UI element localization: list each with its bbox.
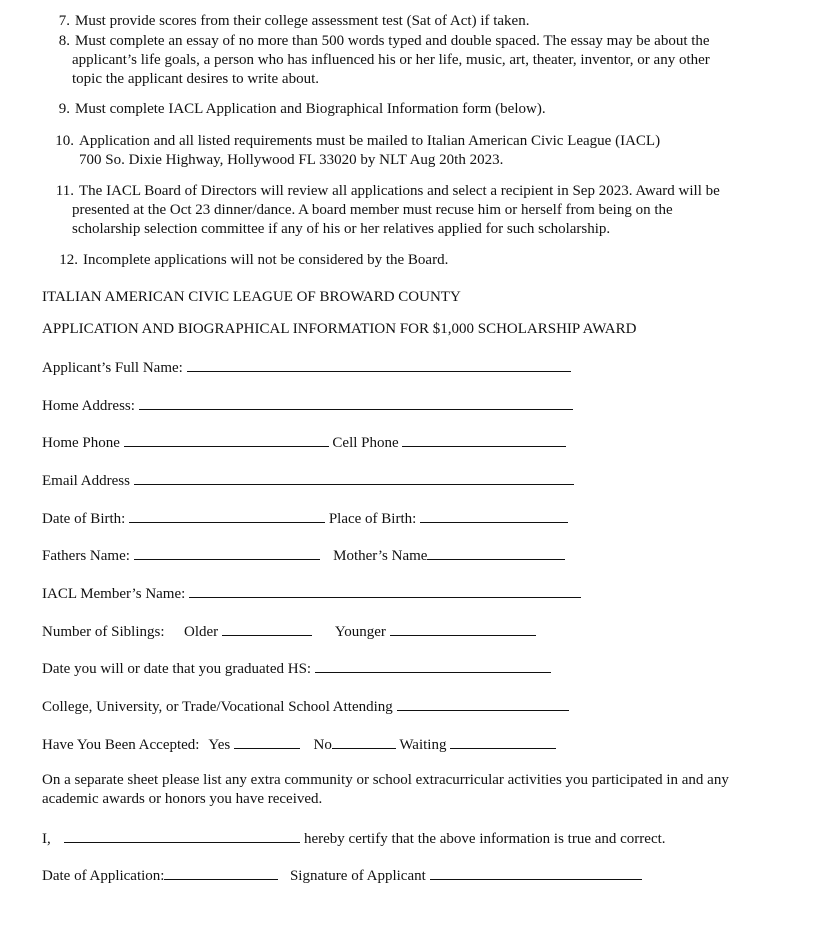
date-of-application-label: Date of Application: — [42, 868, 165, 884]
mother-label: Mother’s Name — [333, 548, 428, 564]
full-name-field[interactable] — [187, 357, 571, 372]
graduated-row — [42, 658, 551, 679]
accepted-row — [42, 734, 556, 755]
requirement-text-line: Application and all listed requirements must be mailed to Italian American Civic League (IACL) — [79, 133, 661, 149]
home-address-field[interactable] — [139, 395, 573, 410]
requirement-text-line: topic the applicant desires to write about. — [72, 71, 320, 87]
dob-label: Date of Birth: — [42, 511, 126, 527]
requirement-text-line: Must complete an essay of no more than 500 words typed and double spaced. The essay may be about the — [75, 33, 710, 49]
requirement-text: Must provide scores from their college assessment test (Sat of Act) if taken. — [75, 13, 530, 29]
father-label: Fathers Name: — [42, 548, 130, 564]
older-label: Older — [184, 624, 219, 640]
older-field[interactable] — [222, 621, 312, 636]
requirement-text-line: applicant’s life goals, a person who has influenced his or her life, music, art, theater, inventor, or any other — [72, 52, 710, 68]
parents-row — [42, 545, 565, 566]
member-label: IACL Member’s Name: — [42, 586, 186, 602]
org-heading: ITALIAN AMERICAN CIVIC LEAGUE OF BROWARD COUNTY — [42, 289, 461, 305]
requirement-text-line: presented at the Oct 23 dinner/dance. A board member must recuse him or herself from being on the — [72, 202, 673, 218]
cell-phone-field[interactable] — [402, 432, 566, 447]
younger-label: Younger — [334, 624, 386, 640]
graduated-label: Date you will or date that you graduated HS: — [42, 661, 312, 677]
pob-label: Place of Birth: — [328, 511, 417, 527]
pob-field[interactable] — [420, 508, 568, 523]
form-heading: APPLICATION AND BIOGRAPHICAL INFORMATION FOR $1,000 SCHOLARSHIP AWARD — [42, 321, 637, 337]
requirement-number: 7. — [58, 13, 70, 29]
email-field[interactable] — [134, 470, 574, 485]
home-phone-label: Home Phone — [42, 435, 120, 451]
requirement-number: 9. — [58, 101, 70, 117]
signature-field[interactable] — [430, 865, 642, 880]
signature-row — [42, 865, 642, 886]
siblings-label: Number of Siblings: — [42, 624, 165, 640]
certify-row — [42, 828, 666, 849]
requirement-number: 10. — [55, 133, 74, 149]
waiting-label: Waiting — [399, 737, 447, 753]
father-field[interactable] — [134, 545, 320, 560]
requirement-number: 11. — [55, 183, 74, 199]
home-address-row — [42, 395, 573, 416]
graduated-field[interactable] — [315, 658, 551, 673]
yes-label: Yes — [208, 737, 231, 753]
requirement-number: 12. — [59, 252, 78, 268]
certify-prefix: I, — [42, 831, 51, 847]
certify-name-field[interactable] — [64, 828, 300, 843]
member-field[interactable] — [189, 583, 581, 598]
waiting-field[interactable] — [450, 734, 556, 749]
requirement-text: Incomplete applications will not be considered by the Board. — [83, 252, 449, 268]
email-label: Email Address — [42, 473, 130, 489]
younger-field[interactable] — [390, 621, 536, 636]
accepted-label: Have You Been Accepted: — [42, 737, 200, 753]
yes-field[interactable] — [234, 734, 300, 749]
date-of-application-field[interactable] — [164, 865, 278, 880]
no-field[interactable] — [332, 734, 396, 749]
signature-label: Signature of Applicant — [289, 868, 426, 884]
home-address-label: Home Address: — [42, 398, 135, 414]
requirement-number: 8. — [58, 33, 70, 49]
requirement-text-line: The IACL Board of Directors will review all applications and select a recipient in Sep 2023. Award will be — [79, 183, 720, 199]
full-name-label: Applicant’s Full Name: — [42, 360, 183, 376]
requirement-text-line: scholarship selection committee if any of his or her relatives applied for such scholarship. — [72, 221, 611, 237]
dob-field[interactable] — [129, 508, 325, 523]
college-label: College, University, or Trade/Vocational School Attending — [42, 699, 393, 715]
no-label: No — [313, 737, 332, 753]
home-phone-field[interactable] — [124, 432, 329, 447]
extra-activities-note: On a separate sheet please list any extra community or school extracurricular activities you participated in and any academic awards or honors you have received. — [42, 772, 729, 807]
requirement-text: Must complete IACL Application and Biographical Information form (below). — [75, 101, 546, 117]
requirement-text-line: 700 So. Dixie Highway, Hollywood FL 33020 by NLT Aug 20th 2023. — [79, 152, 504, 168]
email-row — [42, 470, 574, 491]
mother-field[interactable] — [427, 545, 565, 560]
member-row — [42, 583, 581, 604]
cell-phone-label: Cell Phone — [332, 435, 399, 451]
birth-row — [42, 508, 568, 529]
certify-suffix: hereby certify that the above information is true and correct. — [304, 831, 666, 847]
college-row — [42, 696, 569, 717]
full-name-row — [42, 357, 571, 378]
phone-row — [42, 432, 566, 453]
college-field[interactable] — [397, 696, 569, 711]
siblings-row — [42, 621, 536, 642]
